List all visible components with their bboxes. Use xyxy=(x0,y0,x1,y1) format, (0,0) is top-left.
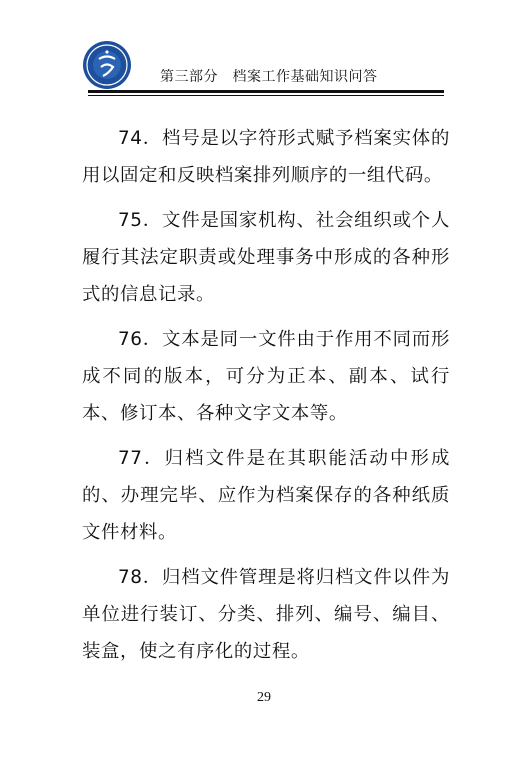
main-content xyxy=(82,120,450,678)
entry-77: 77．归档文件是在其职能活动中形成的、办理完毕、应作为档案保存的各种纸质文件材料。 xyxy=(82,448,450,543)
section-title: 第三部分 档案工作基础知识问答 xyxy=(160,69,378,85)
school-logo-icon xyxy=(82,40,132,90)
entry-78: 78．归档文件管理是将归档文件以件为单位进行装订、分类、排列、编号、编目、装盒，使之有序化的过程。 xyxy=(82,567,450,662)
page-number: 29 xyxy=(257,690,271,705)
entry-76: 76．文本是同一文件由于作用不同而形成不同的版本，可分为正本、副本、试行本、修订本、各种文字文本等。 xyxy=(82,329,450,424)
header-rule-thick xyxy=(88,90,444,93)
page-header xyxy=(0,0,528,100)
header-rule-thin xyxy=(88,95,444,96)
entry-75: 75．文件是国家机构、社会组织或个人履行其法定职责或处理事务中形成的各种形式的信息记录。 xyxy=(82,210,450,305)
entry-74: 74．档号是以字符形式赋予档案实体的用以固定和反映档案排列顺序的一组代码。 xyxy=(82,128,450,186)
